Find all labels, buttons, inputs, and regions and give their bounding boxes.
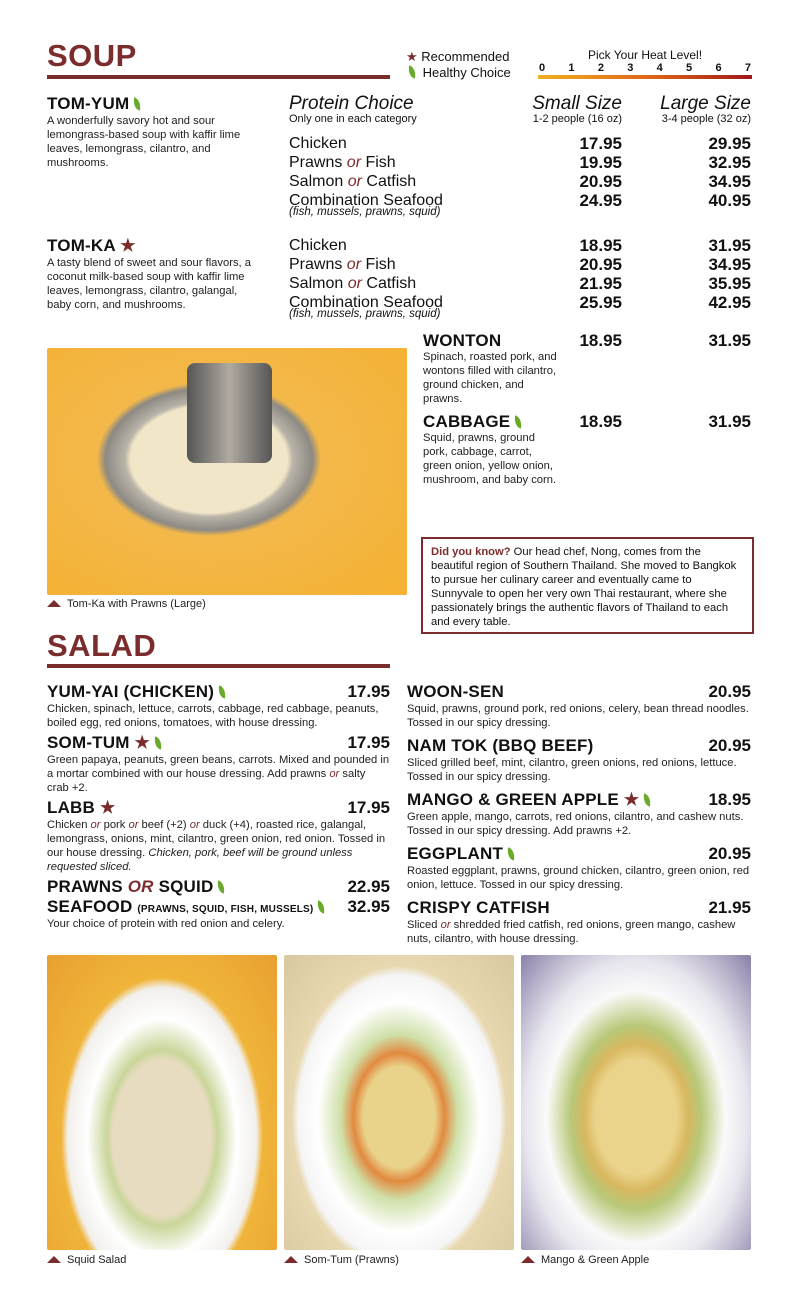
price: 21.95 [708,898,751,917]
protein-row [289,134,751,153]
salad-item-som-tum: SOM-TUM ★ 17.95 Green papaya, peanuts, green beans, carrots. Mixed and pounded in a mortar combined with our house dressing. Add prawns or salty crab +2. [47,733,390,794]
hot-pot-chimney [187,363,272,463]
item-desc: Sliced or shredded fried catfish, red onions, green mango, cashew nuts, cilantro, with house dressing. [407,919,736,945]
heat-level: 6 [715,62,722,74]
protein-row [289,274,751,293]
item-desc: Squid, prawns, ground pork, red onions, celery, bean thread noodles. Tossed in our spicy dressing. [407,703,749,729]
legend-recommended: Recommended [421,49,510,64]
heat-title: Pick Your Heat Level! [587,48,703,62]
large-size-sub: 3-4 people (32 oz) [661,113,751,125]
did-you-know-box [421,537,754,634]
salad-item-yum-yai: YUM-YAI (CHICKEN) 17.95 Chicken, spinach, lettuce, carrots, cabbage, red cabbage, peanuts, boiled egg, red onions, tomatoes, with house dressing. [47,682,390,729]
heat-level: 0 [539,62,546,74]
leaf-icon [217,685,227,698]
large-size-header: Large Size [660,93,751,114]
small-price: 21.95 [579,274,622,293]
seafood-note: (fish, mussels, prawns, squid) [289,308,441,320]
tom-ka-photo [47,348,407,595]
large-price: 32.95 [708,153,751,172]
leaf-icon [153,736,163,749]
heat-level: 4 [656,62,663,74]
price: 32.95 [347,897,390,916]
item-desc: Squid, prawns, ground pork, cabbage, carrot, green onion, yellow onion, mushroom, and baby corn. [423,432,557,486]
seafood-note: (fish, mussels, prawns, squid) [289,206,441,218]
squid-salad-photo [47,955,277,1250]
item-desc: A tasty blend of sweet and sour flavors, a coconut milk-based soup with kaffir lime leaves, lemongrass, cilantro, galangal, baby corn, and mushrooms. [47,257,251,311]
heat-level: 1 [568,62,575,74]
leaf-icon [513,415,523,428]
protein-row [289,191,751,210]
leaf-icon [506,847,516,860]
large-price: 31.95 [708,412,751,431]
salad-item-woon-sen: WOON-SEN 20.95 Squid, prawns, ground pork, red onions, celery, bean thread noodles. Tossed in our spicy dressing. [407,682,751,729]
triangle-icon [284,1256,298,1263]
small-price: 18.95 [579,412,622,431]
small-price: 24.95 [579,191,622,210]
heat-gradient-bar [538,75,752,79]
star-icon: ★ [99,798,116,817]
large-price: 40.95 [708,191,751,210]
leaf-icon [407,65,417,78]
protein-row [289,172,751,191]
salad-item-mango-green-apple: MANGO & GREEN APPLE ★ 18.95 Green apple, mango, carrots, red onions, cilantro, and cashew nuts. Tossed in our spicy dressing. Add prawns +2. [407,790,751,837]
large-price: 29.95 [708,134,751,153]
leaf-icon [642,793,652,806]
item-name: TOM-YUM [47,94,130,113]
price: 17.95 [347,682,390,701]
protein-row [289,293,751,312]
price: 20.95 [708,736,751,755]
small-price: 20.95 [579,255,622,274]
protein-choice-header: Protein Choice [289,93,414,114]
protein-name: Chicken [289,237,347,254]
salad-title: SALAD [47,628,157,663]
heat-level: 5 [686,62,693,74]
item-name: TOM-KA [47,236,116,255]
protein-name: Salmon or Catfish [289,173,417,190]
photo-caption: Squid Salad [47,1254,126,1266]
star-icon: ★ [623,790,640,809]
item-name: WONTON [423,331,502,350]
large-price: 35.95 [708,274,751,293]
photo-caption: Tom-Ka with Prawns (Large) [47,598,206,610]
item-desc: Roasted eggplant, prawns, ground chicken, cilantro, green onion, red onion, lettuce. Tossed in our spicy dressing. [407,865,750,891]
small-price: 20.95 [579,172,622,191]
tom-ka-prices [289,236,751,320]
soup-divider [47,75,390,79]
price: 20.95 [708,682,751,701]
triangle-icon [47,1256,61,1263]
protein-row [289,236,751,255]
heat-level-scale [538,48,752,79]
small-price: 19.95 [579,153,622,172]
photo-caption: Som-Tum (Prawns) [284,1254,399,1266]
small-price: 25.95 [579,293,622,312]
large-price: 34.95 [708,172,751,191]
small-price: 18.95 [579,331,622,350]
protein-choice-sub: Only one in each category [289,113,417,125]
legend-healthy: Healthy Choice [422,65,511,80]
large-price: 42.95 [708,293,751,312]
item-desc: A wonderfully savory hot and sour lemongrass-based soup with kaffir lime leaves, lemongrass, cilantro, and mushrooms. [47,115,241,169]
protein-row [289,255,751,274]
protein-name: Prawns or Fish [289,154,396,171]
salad-item-labb: LABB ★ 17.95 Chicken or pork or beef (+2) or duck (+4), roasted rice, galangal, lemongrass, onions, mint, cilantro, green onion, red onion. Tossed in our house dressing. Chicken, pork, beef will be ground unless requested sliced. [47,798,390,873]
protein-name: Prawns or Fish [289,256,396,273]
tom-yum-prices [289,134,751,218]
protein-name: Combination Seafood [289,192,443,209]
large-price: 31.95 [708,236,751,255]
did-you-know-text: Our head chef, Nong, comes from the beautiful region of Southern Thailand. She moved to Bangkok to pursue her culinary career and eventually came to Sunnyvale to open her very own Thai restaurant, where she passionately brings the authentic flavors of Thailand to each and every table. [431,546,737,628]
item-desc: Green papaya, peanuts, green beans, carrots. Mixed and pounded in a mortar combined with our house dressing. Add prawns or salty crab +2. [47,754,390,794]
protein-name: Combination Seafood [289,294,443,311]
item-desc: Green apple, mango, carrots, red onions, cilantro, and cashew nuts. Tossed in our spicy dressing. Add prawns +2. [407,811,744,837]
tom-yum-item [47,94,262,170]
protein-name: Salmon or Catfish [289,275,417,292]
price: 22.95 [347,877,390,896]
small-size-header: Small Size [532,93,622,114]
small-price: 17.95 [579,134,622,153]
item-desc: Chicken or pork or beef (+2) or duck (+4), roasted rice, galangal, lemongrass, onions, mint, cilantro, green onion, red onion. Tossed in our house dressing. Chicken, pork, beef will be ground unless requested sliced. [47,819,386,873]
leaf-icon [132,97,142,110]
legend [406,49,511,81]
heat-level: 3 [627,62,634,74]
item-desc: Your choice of protein with red onion and celery. [47,918,285,930]
tom-ka-item [47,236,262,312]
price: 18.95 [708,790,751,809]
item-desc: Chicken, spinach, lettuce, carrots, cabbage, red cabbage, peanuts, boiled egg, red onions, tomatoes, with house dressing. [47,703,379,729]
protein-row [289,153,751,172]
triangle-icon [47,600,61,607]
item-desc: Spinach, roasted pork, and wontons filled with cilantro, ground chicken, and prawns. [423,351,557,405]
price: 17.95 [347,798,390,817]
star-icon: ★ [120,236,136,255]
salad-left-column [47,682,390,934]
triangle-icon [521,1256,535,1263]
item-name: CABBAGE [423,412,511,431]
heat-level: 2 [597,62,604,74]
som-tum-photo [284,955,514,1250]
salad-item-prawns-or-squid: PRAWNS OR SQUID 22.95 [47,877,390,896]
did-you-know-label: Did you know? [431,546,511,558]
leaf-icon [316,900,326,913]
mango-apple-photo [521,955,751,1250]
salad-divider [47,664,390,668]
photo-caption: Mango & Green Apple [521,1254,649,1266]
large-price: 31.95 [708,331,751,350]
price: 20.95 [708,844,751,863]
star-icon: ★ [134,733,150,752]
salad-right-column [407,682,751,949]
item-desc: Sliced grilled beef, mint, cilantro, green onions, red onions, lettuce. Tossed in our spicy dressing. [407,757,737,783]
small-size-sub: 1-2 people (16 oz) [532,113,622,125]
salad-item-eggplant: EGGPLANT 20.95 Roasted eggplant, prawns, ground chicken, cilantro, green onion, red onion, lettuce. Tossed in our spicy dressing. [407,844,751,891]
star-icon: ★ [406,49,418,64]
salad-item-crispy-catfish: CRISPY CATFISH 21.95 Sliced or shredded fried catfish, red onions, green mango, cashew nuts, cilantro, with house dressing. [407,898,751,945]
large-price: 34.95 [708,255,751,274]
leaf-icon [216,880,226,893]
salad-item-nam-tok: NAM TOK (BBQ BEEF) 20.95 Sliced grilled beef, mint, cilantro, green onions, red onions, lettuce. Tossed in our spicy dressing. [407,736,751,783]
small-price: 18.95 [579,236,622,255]
price: 17.95 [347,733,390,752]
heat-level: 7 [744,62,751,74]
soup-title: SOUP [47,38,137,73]
salad-item-seafood: SEAFOOD (PRAWNS, SQUID, FISH, MUSSELS) 32.95 Your choice of protein with red onion and celery. [47,897,390,930]
protein-name: Chicken [289,135,347,152]
